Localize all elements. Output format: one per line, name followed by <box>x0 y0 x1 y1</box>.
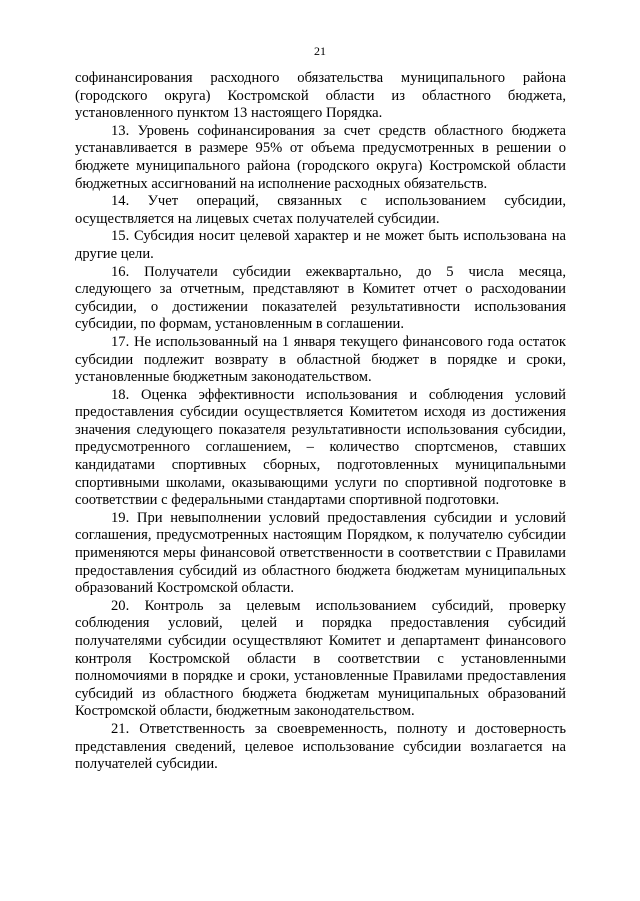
paragraph-18: 18. Оценка эффективности использования и соблюдения условий предоставления субсидии осуществляется Комитетом исходя из достижения значения следующего показателя результативности использования субсидии, предусмотренного соглашением, – количество спортсменов, ставших кандидатами спортивных сборных, подготовленных муниципальными спортивными школами, оказывающими услуги по спортивной подготовке в соответствии с федеральными стандартами спортивной подготовки. <box>75 386 566 509</box>
paragraph-15: 15. Субсидия носит целевой характер и не может быть использована на другие цели. <box>75 228 566 262</box>
paragraph-21: 21. Ответственность за своевременность, полноту и достоверность представления сведений, целевое использование субсидии возлагается на получателей субсидии. <box>75 720 566 773</box>
paragraph-14: 14. Учет операций, связанных с использованием субсидии, осуществляется на лицевых счетах получателей субсидии. <box>75 193 566 227</box>
paragraph-19: 19. При невыполнении условий предоставления субсидии и условий соглашения, предусмотренных настоящим Порядком, к получателю субсидии применяются меры финансовой ответственности в соответствии с Правилами предоставления субсидий из областного бюджета бюджетам муниципальных образований Костромской области. <box>75 509 566 597</box>
paragraph-17: 17. Не использованный на 1 января текущего финансового года остаток субсидии подлежит возврату в областной бюджет в порядке и сроки, установленные бюджетным законодательством. <box>75 333 566 386</box>
paragraph-continuation: софинансирования расходного обязательства муниципального района (городского округа) Костромской области из областного бюджета, установленного пунктом 13 настоящего Порядка. <box>75 70 566 122</box>
paragraph-16: 16. Получатели субсидии ежеквартально, до 5 числа месяца, следующего за отчетным, представляют в Комитет отчет о расходовании субсидии, о достижении показателей результативности использования субсидии, по формам, установленным в соглашении. <box>75 263 566 333</box>
document-body <box>75 70 566 774</box>
page-number: 21 <box>314 44 326 58</box>
paragraph-13: 13. Уровень софинансирования за счет средств областного бюджета устанавливается в размере 95% от объема предусмотренных в решении о бюджете муниципального района (городского округа) Костромской области бюджетных ассигнований на исполнение расходных обязательств. <box>75 122 566 192</box>
paragraph-20: 20. Контроль за целевым использованием субсидий, проверку соблюдения условий, целей и порядка предоставления субсидий получателями субсидии осуществляют Комитет и департамент финансового контроля Костромской области в соответствии с установленными полномочиями в порядке и сроки, установленные Правилами предоставления субсидий из областного бюджета бюджетам муниципальных образований Костромской области, бюджетным законодательством. <box>75 597 566 720</box>
